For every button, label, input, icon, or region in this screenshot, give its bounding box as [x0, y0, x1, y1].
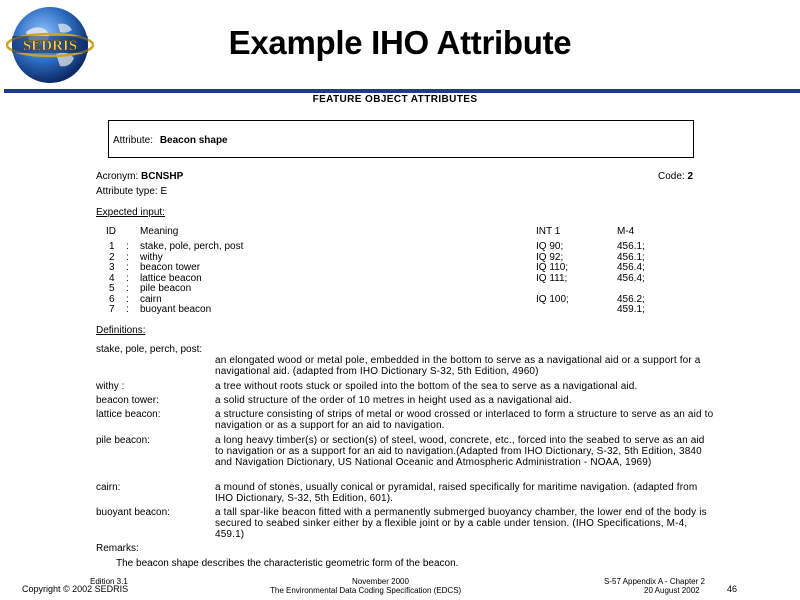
acronym-line [96, 171, 183, 182]
page-number: 46 [727, 584, 738, 594]
footer-date: November 2000 [352, 577, 409, 586]
cell-sep: : [126, 283, 129, 294]
col-meaning: Meaning [140, 226, 179, 237]
definitions-label: Definitions: [96, 325, 146, 336]
code-line [658, 171, 693, 182]
cell-m4: 456.4; [617, 272, 645, 284]
cell-meaning: withy [140, 251, 163, 263]
def-term: withy : [96, 381, 125, 392]
attribute-value: Beacon shape [159, 135, 228, 146]
def-text: a mound of stones, usually conical or pyramidal, raised specifically for maritime navigation. (adapted from IHO Dictionary, S-32, 5th Edition, 601). [215, 482, 698, 504]
cell-int1: IQ 111; [536, 272, 568, 284]
def-text: a tall spar-like beacon fitted with a permanently submerged buoyancy chamber, the lower end of the body is secured to seabed sinker either by a flexible joint or by a cable under tension. (IHO Specifications, M-4, 459.1) [215, 507, 707, 540]
attribute-type: Attribute type: E [96, 186, 168, 197]
def-term: stake, pole, perch, post: [96, 344, 203, 355]
remarks-label: Remarks: [96, 543, 139, 554]
cell-id: 6 [109, 293, 115, 305]
cell-m4: 456.4; [617, 262, 645, 273]
cell-sep: : [126, 272, 129, 284]
cell-int1: IQ 100; [536, 293, 569, 305]
col-id: ID [106, 226, 116, 237]
cell-sep: : [126, 262, 129, 273]
footer-appendix: S-57 Appendix A - Chapter 2 [604, 577, 705, 586]
cell-id: 7 [109, 304, 115, 315]
cell-meaning: buoyant beacon [140, 304, 212, 315]
def-text: a solid structure of the order of 10 metres in height used as a navigational aid. [215, 395, 572, 406]
cell-id: 3 [109, 262, 115, 273]
cell-int1: IQ 92; [536, 251, 564, 263]
footer-date2: 20 August 2002 [644, 586, 700, 595]
attribute-label: Attribute: [113, 135, 154, 146]
cell-id: 1 [109, 241, 115, 252]
def-term: pile beacon: [96, 435, 150, 446]
attribute-box [108, 120, 694, 158]
code-value: 2 [687, 171, 694, 182]
cell-sep: : [126, 251, 129, 263]
slide-title: Example IHO Attribute [228, 24, 572, 61]
footer-spec: The Environmental Data Coding Specification (EDCS) [270, 586, 462, 595]
cell-m4: 459.1; [617, 304, 645, 315]
logo-text: SEDRIS [22, 38, 78, 54]
def-term: cairn: [96, 482, 121, 493]
cell-meaning: stake, pole, perch, post [140, 241, 244, 252]
cell-sep: : [126, 241, 129, 252]
cell-meaning: cairn [140, 293, 162, 305]
def-text: an elongated wood or metal pole, embedded in the bottom to serve as a navigational aid or a support for a navigational aid. (adapted from IHO Dictionary S-32, 5th Edition, 4960) [215, 355, 701, 377]
footer-edition: Edition 3.1 [90, 577, 128, 586]
cell-id: 4 [109, 272, 115, 284]
def-term: lattice beacon: [96, 409, 161, 420]
cell-id: 2 [109, 251, 115, 263]
expected-input-label: Expected input: [96, 207, 165, 218]
def-term: buoyant beacon: [96, 507, 170, 518]
cell-int1: IQ 110; [536, 262, 569, 273]
cell-id: 5 [109, 283, 115, 294]
acronym-value: BCNSHP [141, 171, 184, 182]
cell-meaning: pile beacon [140, 283, 192, 294]
section-title: FEATURE OBJECT ATTRIBUTES [312, 94, 478, 105]
cell-meaning: beacon tower [140, 262, 201, 273]
cell-int1: IQ 90; [536, 241, 564, 252]
cell-m4: 456.2; [617, 293, 645, 305]
code-label: Code: [658, 171, 685, 182]
acronym-label: Acronym: [96, 171, 139, 182]
cell-m4: 456.1; [617, 241, 645, 252]
def-text: a structure consisting of strips of metal or wood crossed or interlaced to form a structure to serve as an aid to navigation or as a support for an aid to navigation. [215, 409, 714, 431]
def-term: beacon tower: [96, 395, 159, 406]
cell-sep: : [126, 293, 129, 305]
remarks-text: The beacon shape describes the characteristic geometric form of the beacon. [116, 558, 459, 569]
def-text: a tree without roots stuck or spoiled into the bottom of the sea to serve as a navigational aid. [215, 381, 638, 392]
cell-m4: 456.1; [617, 251, 645, 263]
cell-sep: : [126, 304, 129, 315]
col-m4: M-4 [617, 226, 635, 237]
def-text: a long heavy timber(s) or section(s) of steel, wood, concrete, etc., forced into the seabed to serve as an aid to navigation or as a support for an aid to navigation.(Adapted from IHO Dictionary, S-32, 5th Edition, 3840 and Navigation Dictionary, US National Oceanic and Atmospheric Administration - NOAA, 1969) [215, 435, 705, 468]
col-int1: INT 1 [536, 226, 561, 237]
cell-meaning: lattice beacon [140, 272, 202, 284]
copyright: Copyright © 2002 SEDRIS [22, 584, 129, 594]
